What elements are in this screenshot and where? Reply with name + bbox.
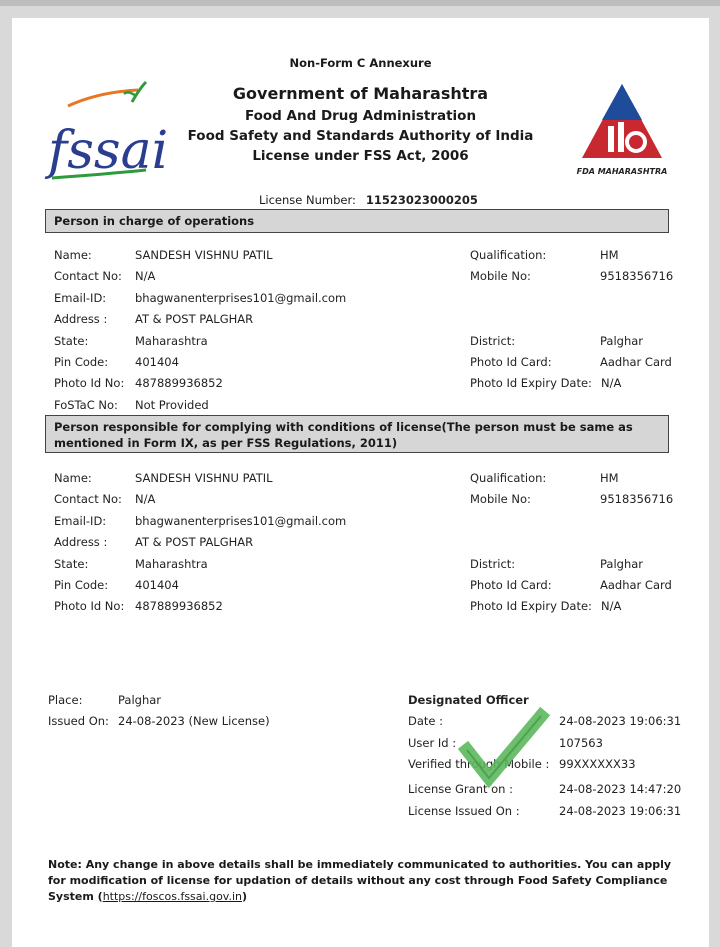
photo-id-card-label: Photo Id Card:	[470, 355, 552, 369]
email-value: bhagwanenterprises101@gmail.com	[135, 291, 347, 305]
address-value: AT & POST PALGHAR	[135, 535, 254, 549]
fostac-label: FoSTaC No:	[54, 398, 118, 412]
qualification-label: Qualification:	[470, 248, 547, 262]
district-label: District:	[470, 334, 516, 348]
section-person-responsible: Person responsible for complying with conditions of license(The person must be same as mentioned in Form IX, as per FSS Regulations, 2011)	[45, 415, 669, 453]
name-label: Name:	[54, 248, 92, 262]
mobile-value: 9518356716	[600, 269, 674, 283]
name-value: SANDESH VISHNU PATIL	[135, 248, 273, 262]
photo-id-card-value: Aadhar Card	[600, 355, 672, 369]
email-label: Email-ID:	[54, 291, 107, 305]
department-title: Food And Drug Administration	[244, 108, 477, 124]
state-label: State:	[54, 334, 89, 348]
note-text	[48, 857, 678, 905]
contact-label: Contact No:	[54, 269, 122, 283]
designated-officer-title: Designated Officer	[408, 693, 529, 707]
user-id-value: 107563	[559, 736, 603, 750]
license-grant-value: 24-08-2023 14:47:20	[559, 782, 682, 796]
qualification-label: Qualification:	[470, 471, 547, 485]
fda-maharashtra-logo	[576, 82, 668, 182]
place-value: Palghar	[118, 693, 162, 707]
email-label: Email-ID:	[54, 514, 107, 528]
issued-on-value: 24-08-2023 (New License)	[118, 714, 270, 728]
photo-id-card-label: Photo Id Card:	[470, 578, 552, 592]
verified-mobile-value: 99XXXXXX33	[559, 757, 636, 771]
address-label: Address :	[54, 312, 108, 326]
authority-title: Food Safety and Standards Authority of India	[187, 128, 534, 144]
pin-label: Pin Code:	[54, 578, 109, 592]
issued-on-label: Issued On:	[48, 714, 109, 728]
act-title: License under FSS Act, 2006	[252, 148, 469, 164]
photo-id-card-value: Aadhar Card	[600, 578, 672, 592]
photo-id-expiry-value: N/A	[601, 376, 622, 390]
license-issued-value: 24-08-2023 19:06:31	[559, 804, 682, 818]
license-grant-label: License Grant on :	[408, 782, 514, 796]
photo-id-label: Photo Id No:	[54, 376, 125, 390]
fostac-value: Not Provided	[135, 398, 209, 412]
photo-id-label: Photo Id No:	[54, 599, 125, 613]
name-label: Name:	[54, 471, 92, 485]
svg-text:FDA MAHARASHTRA: FDA MAHARASHTRA	[576, 167, 668, 176]
photo-id-value: 487889936852	[135, 599, 223, 613]
contact-value: N/A	[135, 269, 156, 283]
license-issued-label: License Issued On :	[408, 804, 520, 818]
note-body: Note: Any change in above details shall be immediately communicated to authorities. You can apply for modification of license for updation of details without any cost through Food Safety Compliance System (	[48, 858, 672, 903]
photo-id-expiry-label: Photo Id Expiry Date:	[470, 599, 592, 613]
license-number-label: License Number:	[259, 193, 356, 207]
email-value: bhagwanenterprises101@gmail.com	[135, 514, 347, 528]
note-close: )	[241, 890, 248, 903]
pin-value: 401404	[135, 578, 179, 592]
photo-id-value: 487889936852	[135, 376, 223, 390]
address-value: AT & POST PALGHAR	[135, 312, 254, 326]
district-value: Palghar	[600, 557, 644, 571]
district-value: Palghar	[600, 334, 644, 348]
svg-text:fssai: fssai	[48, 121, 169, 181]
digital-signature-check-icon	[459, 706, 549, 796]
user-id-label: User Id :	[408, 736, 457, 750]
state-value: Maharashtra	[135, 334, 208, 348]
mobile-label: Mobile No:	[470, 269, 531, 283]
qualification-value: HM	[600, 248, 619, 262]
name-value: SANDESH VISHNU PATIL	[135, 471, 273, 485]
state-value: Maharashtra	[135, 557, 208, 571]
mobile-value: 9518356716	[600, 492, 674, 506]
verified-mobile-label: Verified through Mobile :	[408, 757, 550, 771]
officer-date-label: Date :	[408, 714, 444, 728]
top-bar	[0, 0, 720, 6]
qualification-value: HM	[600, 471, 619, 485]
pin-value: 401404	[135, 355, 179, 369]
photo-id-expiry-value: N/A	[601, 599, 622, 613]
photo-id-expiry-label: Photo Id Expiry Date:	[470, 376, 592, 390]
contact-value: N/A	[135, 492, 156, 506]
foscos-link[interactable]: https://foscos.fssai.gov.in	[102, 890, 242, 903]
license-number-value: 11523023000205	[365, 193, 478, 207]
government-title: Government of Maharashtra	[232, 84, 489, 103]
fssai-logo	[48, 80, 169, 186]
mobile-label: Mobile No:	[470, 492, 531, 506]
license-number-row	[259, 193, 478, 207]
district-label: District:	[470, 557, 516, 571]
state-label: State:	[54, 557, 89, 571]
section-person-in-charge: Person in charge of operations	[45, 209, 669, 233]
annexure-title: Non-Form C Annexure	[289, 56, 432, 70]
license-document	[12, 18, 709, 947]
officer-date-value: 24-08-2023 19:06:31	[559, 714, 682, 728]
pin-label: Pin Code:	[54, 355, 109, 369]
place-label: Place:	[48, 693, 83, 707]
contact-label: Contact No:	[54, 492, 122, 506]
address-label: Address :	[54, 535, 108, 549]
